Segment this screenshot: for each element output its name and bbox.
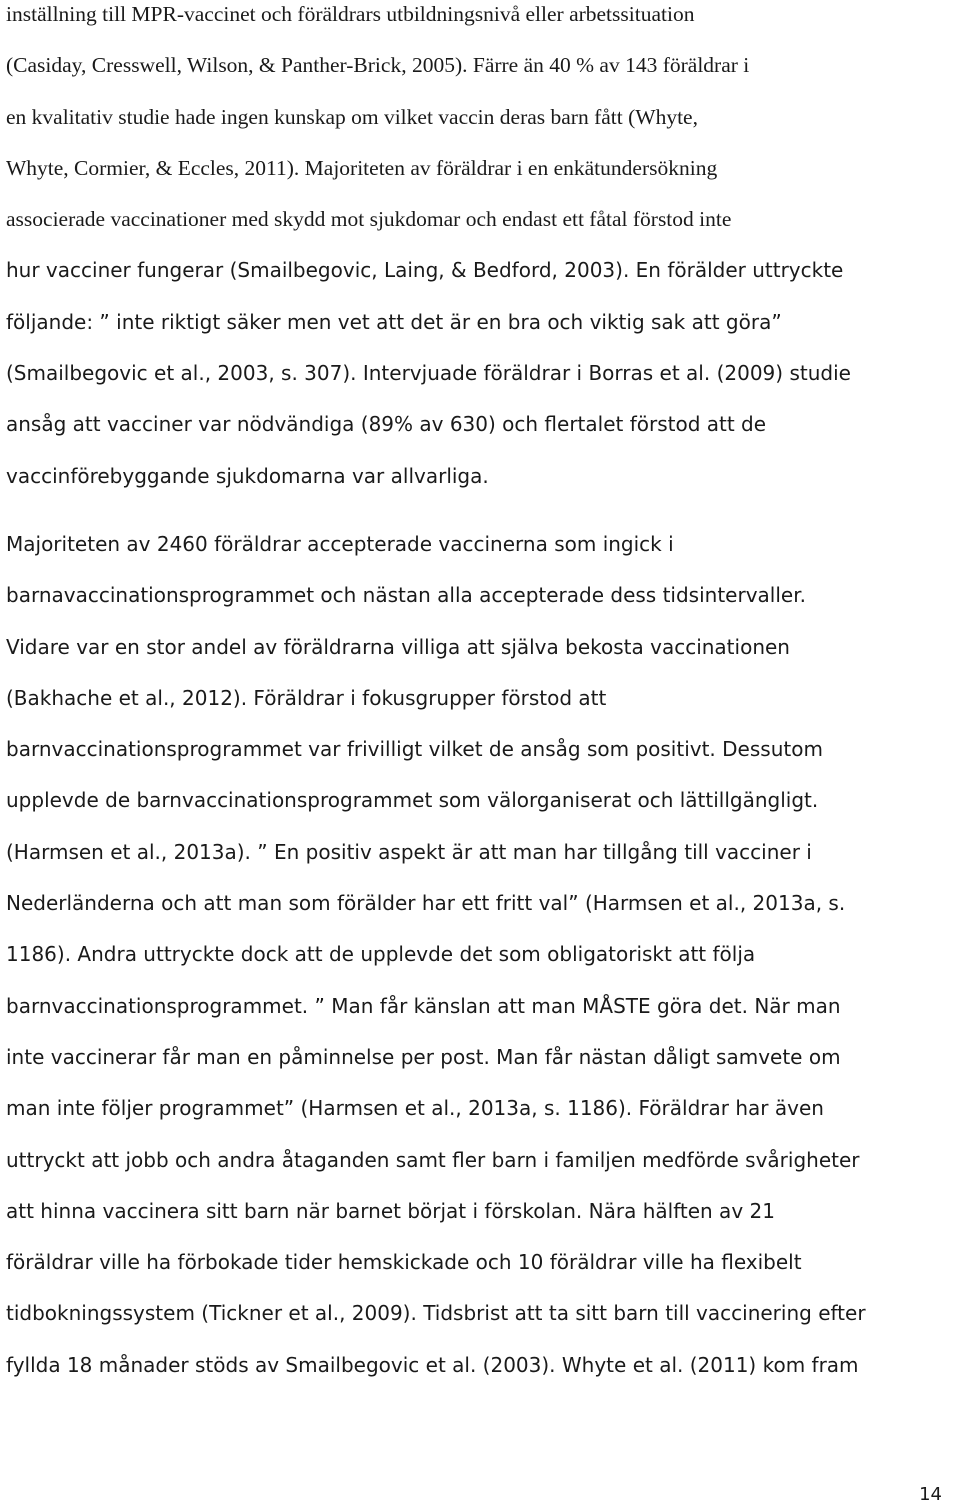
text-line: uttryckt att jobb och andra åtaganden samt fler barn i familjen medförde svårigheter: [6, 1147, 860, 1172]
text-line: (Casiday, Cresswell, Wilson, & Panther-Brick, 2005). Färre än 40 % av 143 föräldrar i: [6, 53, 750, 78]
text-line: vaccinförebyggande sjukdomarna var allvarliga.: [6, 463, 489, 488]
text-line: (Bakhache et al., 2012). Föräldrar i fokusgrupper förstod att: [6, 685, 607, 710]
text-line: inte vaccinerar får man en påminnelse per post. Man får nästan dåligt samvete om: [6, 1044, 841, 1069]
text-line: fyllda 18 månader stöds av Smailbegovic et al. (2003). Whyte et al. (2011) kom fram: [6, 1352, 859, 1377]
text-line: barnvaccinationsprogrammet var frivilligt vilket de ansåg som positivt. Dessutom: [6, 737, 823, 762]
text-line: en kvalitativ studie hade ingen kunskap om vilket vaccin deras barn fått (Whyte,: [6, 104, 698, 129]
text-line: föräldrar ville ha förbokade tider hemskickade och 10 föräldrar ville ha flexibelt: [6, 1250, 802, 1275]
text-line: inställning till MPR-vaccinet och föräldrars utbildningsnivå eller arbetssituation: [6, 2, 695, 26]
page-number: 14: [919, 1484, 942, 1505]
text-line: följande: ” inte riktigt säker men vet att det är en bra och viktig sak att göra”: [6, 309, 782, 334]
text-line: man inte följer programmet” (Harmsen et al., 2013a, s. 1186). Föräldrar har även: [6, 1096, 824, 1121]
text-line: ansåg att vacciner var nödvändiga (89% av 630) och flertalet förstod att de: [6, 412, 767, 437]
text-line: att hinna vaccinera sitt barn när barnet börjat i förskolan. Nära hälften av 21: [6, 1198, 775, 1223]
text-line: Majoriteten av 2460 föräldrar accepterade vaccinerna som ingick i: [6, 532, 674, 556]
text-line: (Smailbegovic et al., 2003, s. 307). Intervjuade föräldrar i Borras et al. (2009) studie: [6, 361, 851, 386]
text-line: Nederländerna och att man som förälder har ett fritt val” (Harmsen et al., 2013a, s.: [6, 891, 846, 916]
paragraph-1: [6, 0, 954, 502]
text-line: barnavaccinationsprogrammet och nästan alla accepterade dess tidsintervaller.: [6, 583, 806, 608]
paragraph-2: [6, 519, 954, 1391]
text-line: 1186). Andra uttryckte dock att de upplevde det som obligatoriskt att följa: [6, 942, 756, 967]
text-line: hur vacciner fungerar (Smailbegovic, Laing, & Bedford, 2003). En förälder uttryckte: [6, 258, 844, 283]
text-line: barnvaccinationsprogrammet. ” Man får känslan att man MÅSTE göra det. När man: [6, 993, 841, 1018]
text-line: upplevde de barnvaccinationsprogrammet som välorganiserat och lättillgängligt.: [6, 788, 819, 813]
text-line: Vidare var en stor andel av föräldrarna villiga att själva bekosta vaccinationen: [6, 634, 790, 659]
text-line: tidbokningssystem (Tickner et al., 2009). Tidsbrist att ta sitt barn till vaccinering efter: [6, 1301, 866, 1326]
text-line: (Harmsen et al., 2013a). ” En positiv aspekt är att man har tillgång till vacciner i: [6, 839, 812, 864]
text-line: Whyte, Cormier, & Eccles, 2011). Majoriteten av föräldrar i en enkätundersökning: [6, 155, 718, 180]
text-line: associerade vaccinationer med skydd mot sjukdomar och endast ett fåtal förstod inte: [6, 207, 732, 232]
